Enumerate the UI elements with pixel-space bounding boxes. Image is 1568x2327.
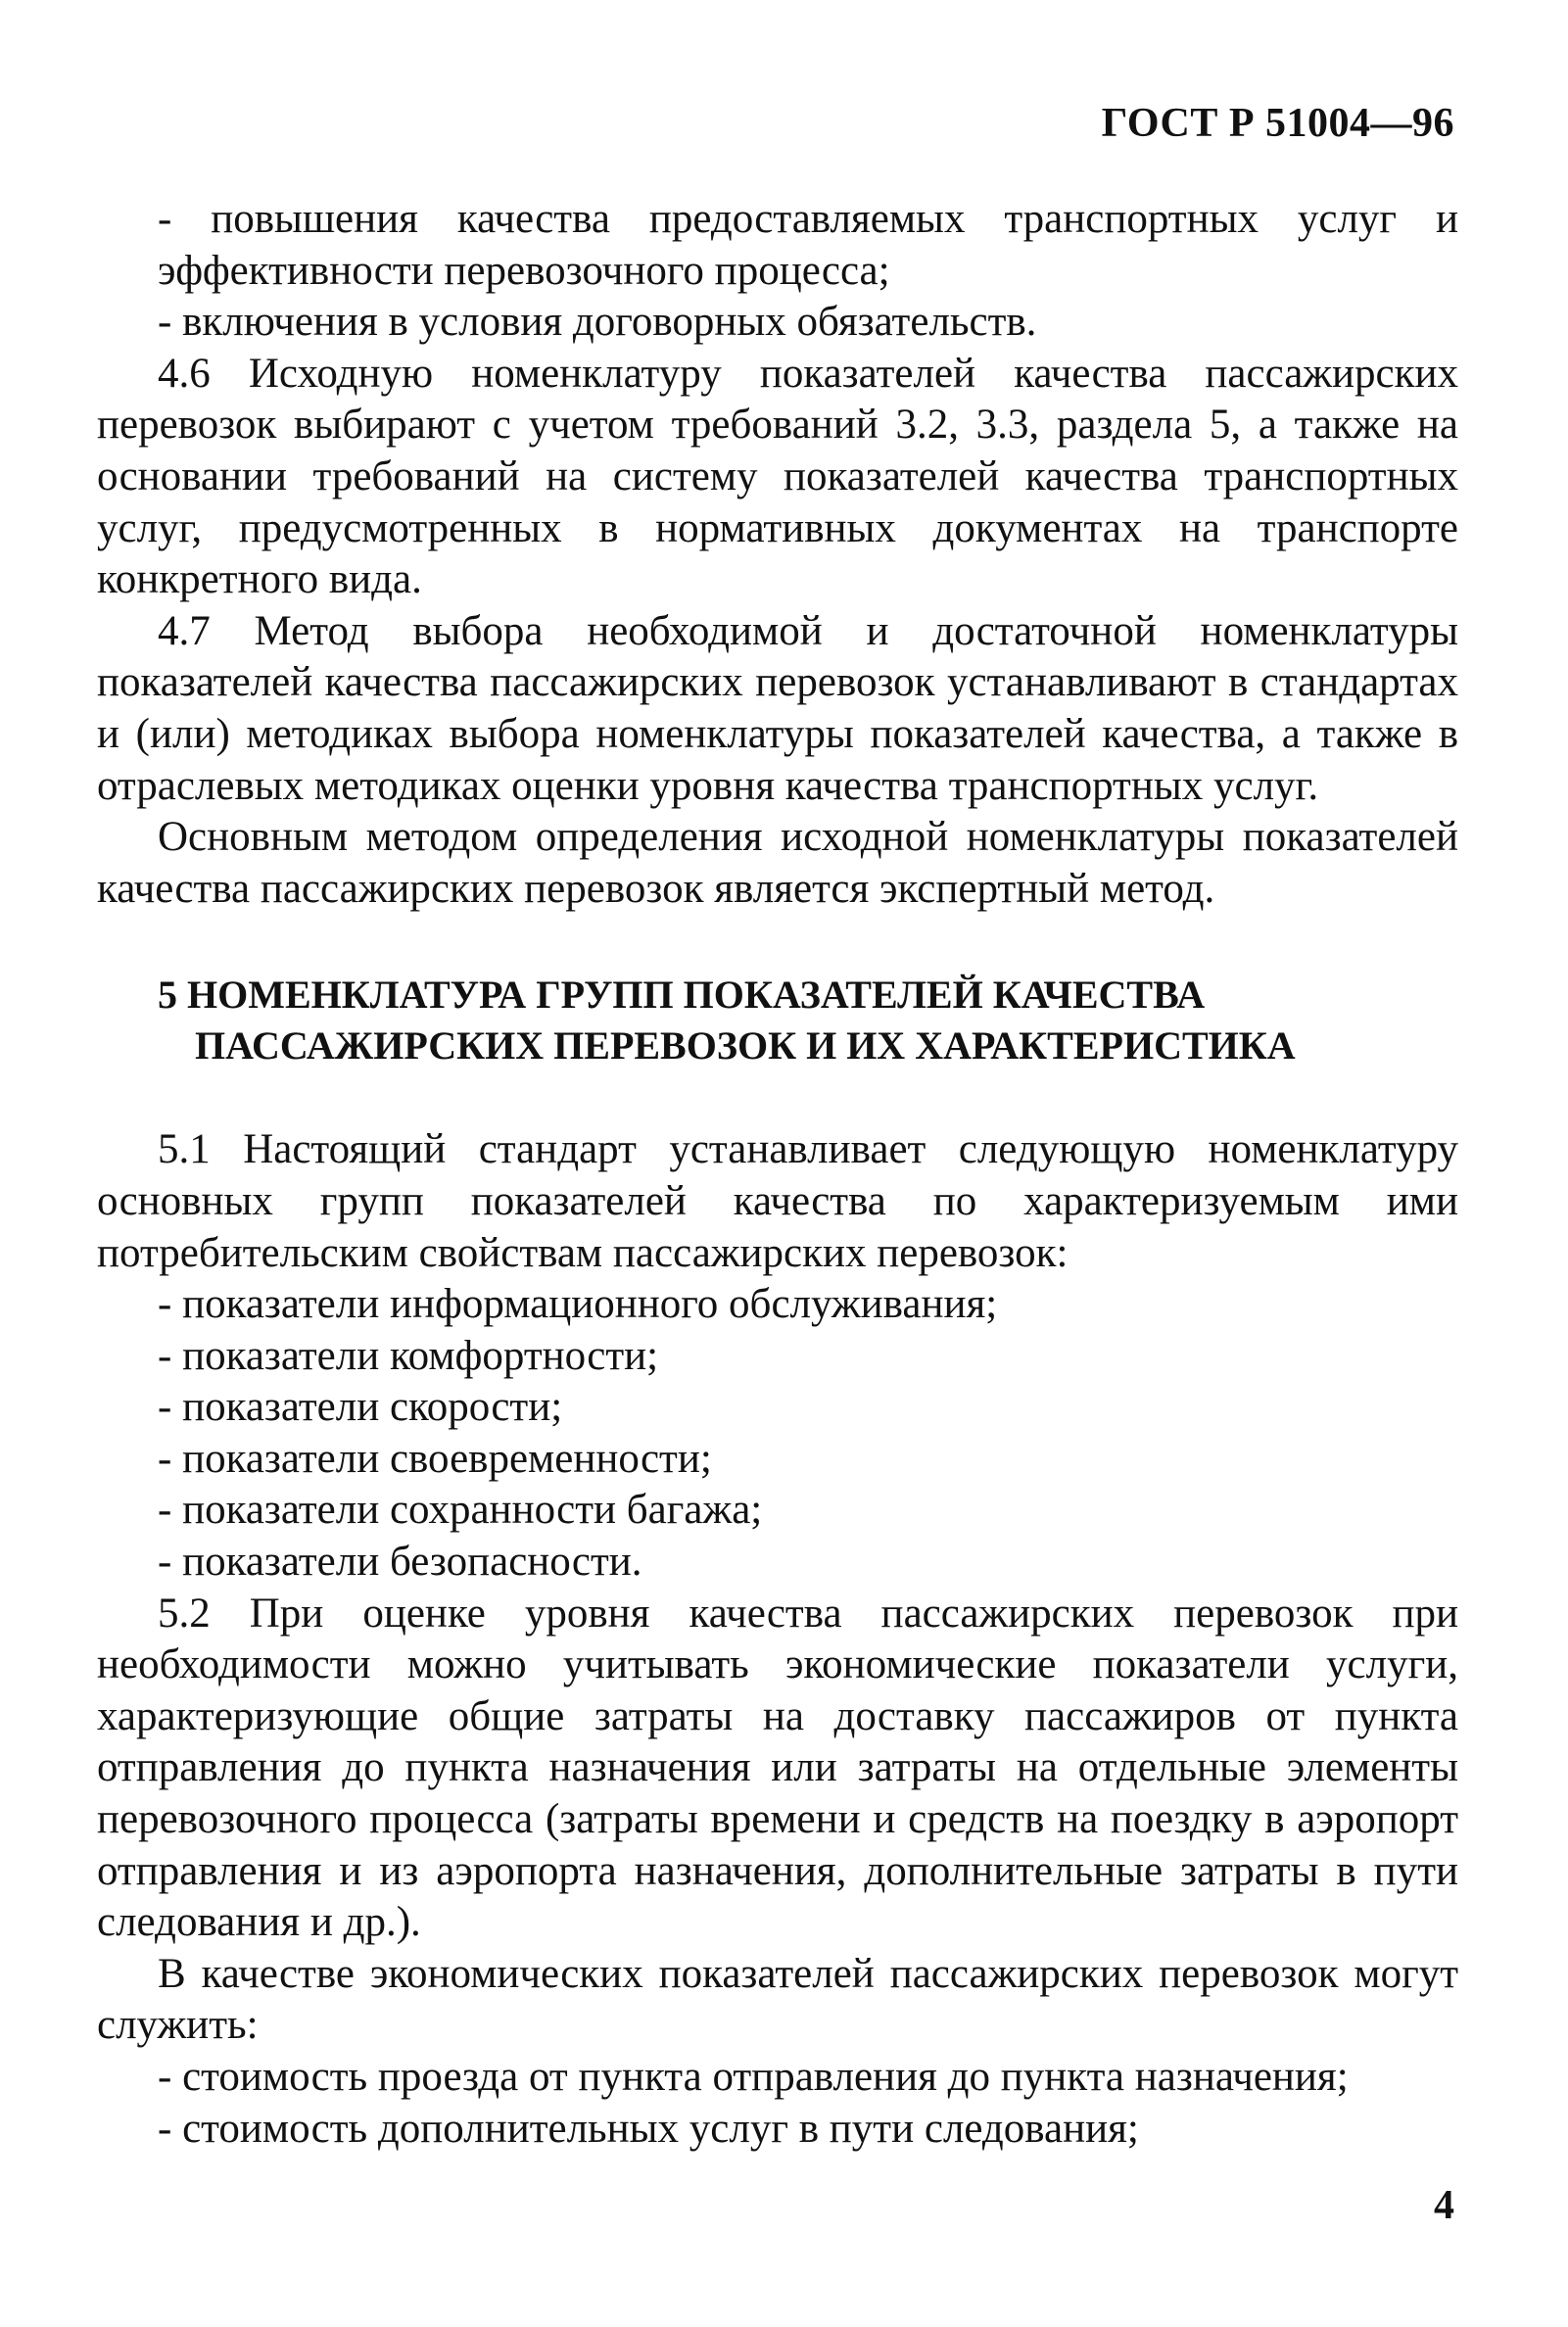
section-heading-line-1: 5 НОМЕНКЛАТУРА ГРУПП ПОКАЗАТЕЛЕЙ КАЧЕСТВА	[158, 973, 1206, 1018]
list-item: - показатели комфортности;	[158, 1332, 659, 1379]
paragraph-expert-method: Основным методом определения исходной номенклатуры показателей качества пассажирских перевозок является экспертный метод.	[97, 814, 1458, 912]
document-code-header: ГОСТ Р 51004—96	[1101, 101, 1454, 146]
list-item: - включения в условия договорных обязательств.	[158, 299, 1037, 346]
list-item: - показатели скорости;	[158, 1384, 563, 1431]
list-item: - показатели сохранности багажа;	[158, 1487, 763, 1534]
paragraph-4-7: 4.7 Метод выбора необходимой и достаточной номенклатуры показателей качества пассажирских перевозок устанавливают в стандартах и (или) методиках выбора номенклатуры показателей качества, а также в отраслевых методиках оценки уровня качества транспортных услуг.	[97, 607, 1458, 809]
page-number: 4	[1434, 2183, 1454, 2228]
list-item: - стоимость дополнительных услуг в пути следования;	[158, 2105, 1139, 2152]
section-heading	[97, 970, 1458, 1071]
list-item: - показатели безопасности.	[158, 1539, 642, 1586]
list-item-text: - повышения качества предоставляемых транспортных услуг и эффективности перевозочного процесса;	[158, 196, 1458, 294]
paragraph-5-1: 5.1 Настоящий стандарт устанавливает следующую номенклатуру основных групп показателей качества по характеризуемым ими потребительским свойствам пассажирских перевозок:	[97, 1126, 1458, 1276]
list-item: - показатели информационного обслуживания;	[158, 1281, 998, 1328]
list-item: - показатели своевременности;	[158, 1435, 712, 1482]
paragraph-4-6: 4.6 Исходную номенклатуру показателей качества пассажирских перевозок выбирают с учетом требований 3.2, 3.3, раздела 5, а также на основании требований на систему показателей качества транспортных услуг, предусмотренных в нормативных документах на транспорте конкретного вида.	[97, 350, 1458, 603]
section-heading-line-2: ПАССАЖИРСКИХ ПЕРЕВОЗОК И ИХ ХАРАКТЕРИСТИКА	[195, 1023, 1296, 1069]
paragraph-5-2: 5.2 При оценке уровня качества пассажирских перевозок при необходимости можно учитывать экономические показатели услуги, характеризующие общие затраты на доставку пассажиров от пункта отправления до пункта назначения или затраты на отдельные элементы перевозочного процесса (затраты времени и средств на поездку в аэропорт отправления и из аэропорта назначения, дополнительные затраты в пути следования и др.).	[97, 1590, 1458, 1946]
page-body	[97, 194, 1458, 2155]
list-item: - стоимость проезда от пункта отправления до пункта назначения;	[158, 2054, 1349, 2100]
paragraph-economic-indicators: В качестве экономических показателей пассажирских перевозок могут служить:	[97, 1950, 1458, 2049]
list-item-continued	[97, 194, 1458, 297]
